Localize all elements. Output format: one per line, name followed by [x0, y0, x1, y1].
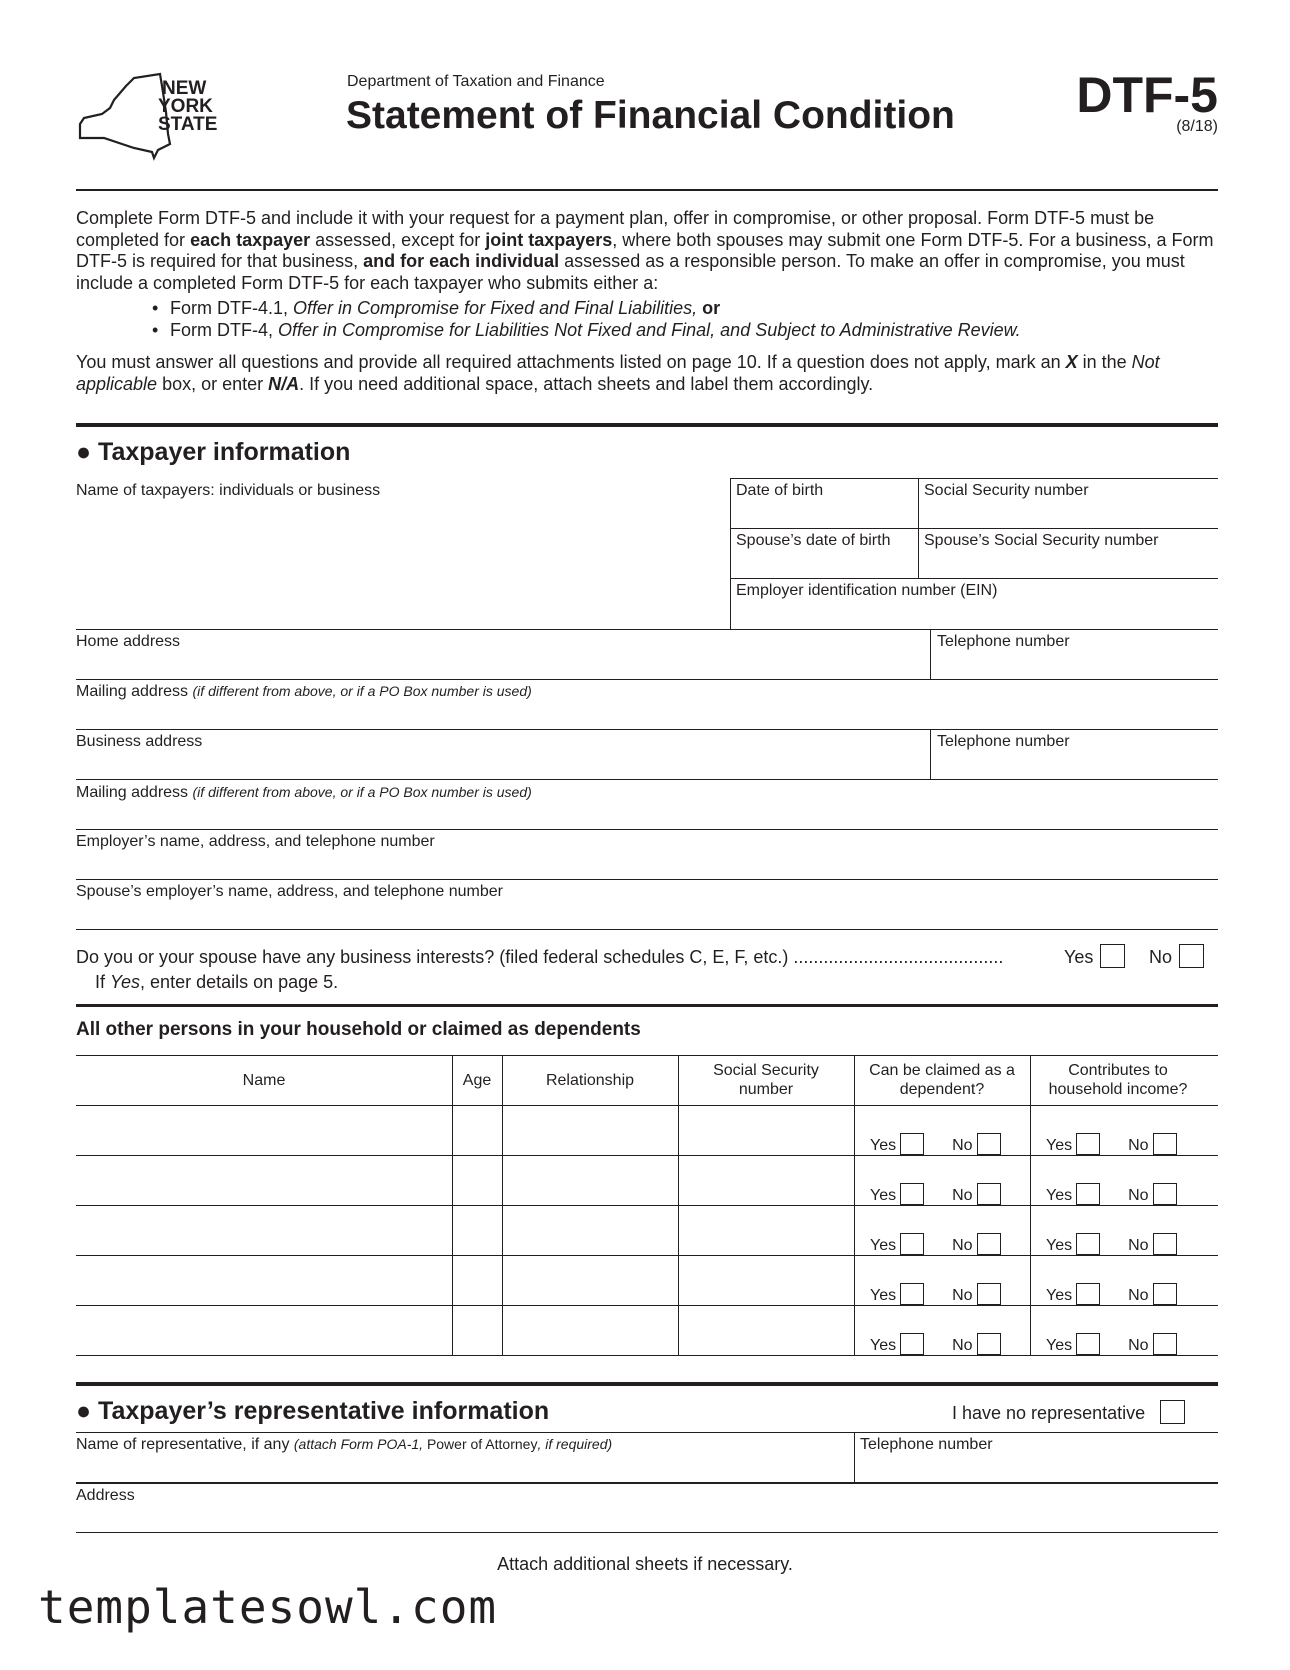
- department-name: Department of Taxation and Finance: [347, 73, 605, 90]
- household-row-4-dependent-options: [870, 1283, 1001, 1305]
- taxpayer-info-heading: ● Taxpayer information: [76, 438, 351, 466]
- no-label: No: [952, 1237, 973, 1254]
- col-header-relationship: Relationship: [545, 1072, 635, 1089]
- household-row-4-dependent-no-checkbox[interactable]: [977, 1283, 1001, 1305]
- yes-label: Yes: [1046, 1287, 1073, 1304]
- section-rule-taxpayer: [76, 423, 1218, 427]
- yes-label: Yes: [870, 1337, 897, 1354]
- logo-word-state: STATE: [158, 114, 218, 135]
- no-label: No: [1128, 1287, 1149, 1304]
- intro-bullet-list: [76, 298, 1226, 341]
- household-row-5-contributes-no-checkbox[interactable]: [1153, 1333, 1177, 1355]
- household-row-5-dependent-no-checkbox[interactable]: [977, 1333, 1001, 1355]
- no-label: No: [952, 1287, 973, 1304]
- business-address-field[interactable]: Business address: [76, 733, 203, 750]
- no-representative-option[interactable]: I have no representative: [952, 1400, 1185, 1424]
- yes-label: Yes: [870, 1187, 897, 1204]
- household-heading: All other persons in your household or claimed as dependents: [76, 1019, 641, 1040]
- household-row-5-contributes-yes-checkbox[interactable]: [1076, 1333, 1100, 1355]
- household-row-2-contributes-options: [1046, 1183, 1177, 1205]
- yes-label: Yes: [870, 1137, 897, 1154]
- household-row-4-contributes-yes-checkbox[interactable]: [1076, 1283, 1100, 1305]
- spouse-employer-field[interactable]: Spouse’s employer’s name, address, and telephone number: [76, 883, 503, 900]
- taxpayer-name-field[interactable]: Name of taxpayers: individuals or business: [76, 482, 381, 499]
- yes-label: Yes: [1046, 1337, 1073, 1354]
- employer-field[interactable]: Employer’s name, address, and telephone number: [76, 833, 435, 850]
- household-row-2-dependent-yes-checkbox[interactable]: [900, 1183, 924, 1205]
- form-title: Statement of Financial Condition: [346, 94, 955, 137]
- business-telephone-field[interactable]: Telephone number: [937, 733, 1070, 750]
- spouse-ssn-field[interactable]: Spouse’s Social Security number: [924, 532, 1159, 549]
- household-row-3-dependent-yes-checkbox[interactable]: [900, 1233, 924, 1255]
- header-rule: [76, 189, 1218, 191]
- household-row-2-contributes-no-checkbox[interactable]: [1153, 1183, 1177, 1205]
- household-row-2-contributes-yes-checkbox[interactable]: [1076, 1183, 1100, 1205]
- business-interests-question: Do you or your spouse have any business interests? (filed federal schedules C, E, F, etc.) ..........................................: [76, 947, 1004, 967]
- no-label: No: [1128, 1237, 1149, 1254]
- nys-logo: [74, 72, 224, 162]
- household-row-4-dependent-yes-checkbox[interactable]: [900, 1283, 924, 1305]
- household-row-4-contributes-options: [1046, 1283, 1177, 1305]
- business-mailing-address-field[interactable]: Mailing address (if different from above, or if a PO Box number is used): [76, 784, 532, 801]
- intro-paragraph-2: You must answer all questions and provide all required attachments listed on page 10. If a question does not apply, mark an X in the Not applicable box, or enter N/A. If you need additional space, attach sheets and label them accordingly.: [76, 352, 1160, 394]
- household-row-2-dependent-no-checkbox[interactable]: [977, 1183, 1001, 1205]
- representative-telephone-field[interactable]: Telephone number: [860, 1436, 993, 1453]
- watermark-text: templatesowl.com: [38, 1580, 498, 1634]
- household-row-1-contributes-options: [1046, 1133, 1177, 1155]
- yes-label: Yes: [1046, 1187, 1073, 1204]
- representative-name-field[interactable]: Name of representative, if any (attach Form POA-1, Power of Attorney, if required): [76, 1436, 613, 1453]
- household-row-5-contributes-options: [1046, 1333, 1177, 1355]
- intro-text: [76, 208, 1226, 395]
- yes-label: Yes: [1046, 1137, 1073, 1154]
- no-label: No: [952, 1187, 973, 1204]
- no-label: No: [1128, 1337, 1149, 1354]
- household-row-1-contributes-yes-checkbox[interactable]: [1076, 1133, 1100, 1155]
- no-label: No: [952, 1137, 973, 1154]
- representative-heading: ● Taxpayer’s representative information: [76, 1397, 550, 1425]
- household-row-1-dependent-options: [870, 1133, 1001, 1155]
- logo-word-york: YORK: [158, 96, 213, 117]
- section-rule-representative: [76, 1382, 1218, 1386]
- no-representative-checkbox[interactable]: [1160, 1400, 1185, 1424]
- form-number: DTF-5: [1076, 67, 1218, 123]
- ein-field[interactable]: Employer identification number (EIN): [736, 582, 998, 599]
- no-label: No: [1128, 1137, 1149, 1154]
- attach-sheets-note: Attach additional sheets if necessary.: [497, 1554, 793, 1574]
- household-row-2-dependent-options: [870, 1183, 1001, 1205]
- no-label: No: [952, 1337, 973, 1354]
- representative-address-field[interactable]: Address: [76, 1487, 135, 1504]
- household-row-5-dependent-options: [870, 1333, 1001, 1355]
- home-telephone-field[interactable]: Telephone number: [937, 633, 1070, 650]
- home-address-field[interactable]: Home address: [76, 633, 181, 650]
- household-row-3-contributes-no-checkbox[interactable]: [1153, 1233, 1177, 1255]
- household-row-5-dependent-yes-checkbox[interactable]: [900, 1333, 924, 1355]
- household-row-1-contributes-no-checkbox[interactable]: [1153, 1133, 1177, 1155]
- business-interests-yes-checkbox[interactable]: [1100, 944, 1125, 968]
- intro-bullet-dtf41: • Form DTF-4.1, Offer in Compromise for Fixed and Final Liabilities, or: [170, 298, 1226, 320]
- household-row-3-dependent-options: [870, 1233, 1001, 1255]
- col-header-age: Age: [462, 1072, 492, 1089]
- home-mailing-address-field[interactable]: Mailing address (if different from above, or if a PO Box number is used): [76, 683, 532, 700]
- yes-label: Yes: [870, 1237, 897, 1254]
- col-header-dependent: Can be claimed as a dependent?: [869, 1062, 1015, 1098]
- yes-label: Yes: [1046, 1237, 1073, 1254]
- logo-word-new: NEW: [162, 78, 207, 99]
- business-interests-followup: If Yes, enter details on page 5.: [95, 972, 339, 992]
- section-rule-household: [76, 1004, 1218, 1007]
- household-row-3-dependent-no-checkbox[interactable]: [977, 1233, 1001, 1255]
- household-row-1-dependent-no-checkbox[interactable]: [977, 1133, 1001, 1155]
- household-row-3-contributes-yes-checkbox[interactable]: [1076, 1233, 1100, 1255]
- business-interests-yes[interactable]: Yes: [1064, 944, 1125, 968]
- no-label: No: [1128, 1187, 1149, 1204]
- col-header-name: Name: [242, 1072, 286, 1089]
- business-interests-no[interactable]: No: [1149, 944, 1204, 968]
- spouse-dob-field[interactable]: Spouse’s date of birth: [736, 532, 891, 549]
- col-header-contributes: Contributes to household income?: [1048, 1062, 1188, 1098]
- household-row-1-dependent-yes-checkbox[interactable]: [900, 1133, 924, 1155]
- business-interests-no-checkbox[interactable]: [1179, 944, 1204, 968]
- date-of-birth-field[interactable]: Date of birth: [736, 482, 824, 499]
- household-row-4-contributes-no-checkbox[interactable]: [1153, 1283, 1177, 1305]
- col-header-ssn: Social Security number: [713, 1062, 819, 1098]
- yes-label: Yes: [870, 1287, 897, 1304]
- form-revision: (8/18): [1176, 118, 1218, 135]
- intro-paragraph-1: Complete Form DTF-5 and include it with your request for a payment plan, offer in compromise, or other proposal. Form DTF-5 must be completed for each taxpayer assessed, except for joint taxpayers, where both spouses may submit one Form DTF-5. For a business, a Form DTF-5 is required for that business, and for each individual assessed as a responsible person. To make an offer in compromise, you must include a completed Form DTF-5 for each taxpayer who submits either a:: [76, 208, 1214, 293]
- household-row-3-contributes-options: [1046, 1233, 1177, 1255]
- intro-bullet-dtf4: • Form DTF-4, Offer in Compromise for Liabilities Not Fixed and Final, and Subject to Administrative Review.: [170, 320, 1226, 342]
- ssn-field[interactable]: Social Security number: [924, 482, 1089, 499]
